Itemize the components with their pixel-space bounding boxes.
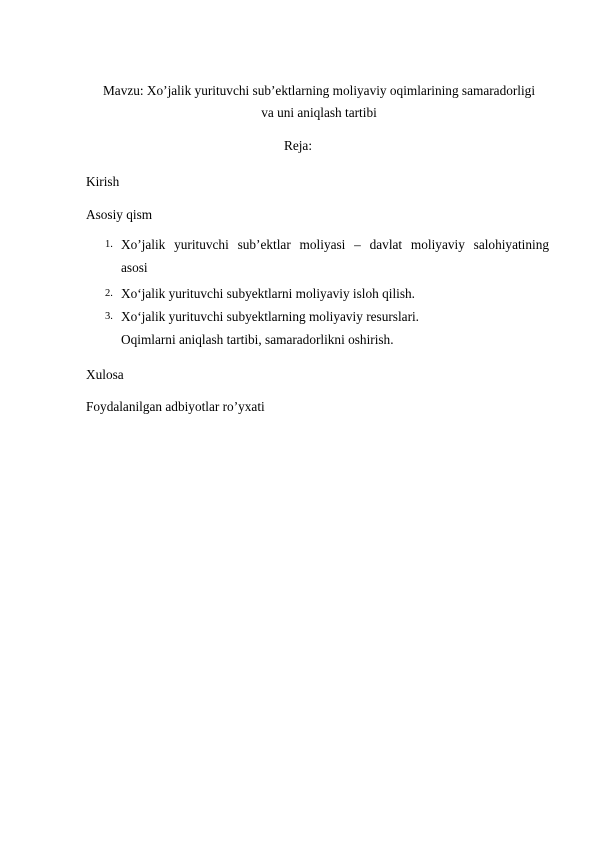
list-item-number-2: 2. bbox=[105, 288, 113, 299]
list-item-1-line-1: Xo’jalik yurituvchi sub’ektlar moliyasi – davlat moliyaviy salohiyatining bbox=[121, 237, 549, 252]
list-item-2 bbox=[121, 282, 549, 305]
section-references: Foydalanilgan adbiyotlar ro’yxati bbox=[86, 399, 265, 414]
title-line-2: va uni aniqlash tartibi bbox=[261, 105, 377, 120]
list-item-3 bbox=[121, 305, 549, 351]
list-item-1-line-2: asosi bbox=[121, 260, 148, 275]
section-conclusion: Xulosa bbox=[86, 367, 124, 382]
section-main-part: Asosiy qism bbox=[86, 207, 153, 222]
list-item-1 bbox=[121, 233, 549, 279]
document-title bbox=[80, 80, 558, 124]
plan-heading: Reja: bbox=[283, 138, 313, 153]
list-item-3-line-2: Oqimlarni aniqlash tartibi, samaradorlikni oshirish. bbox=[121, 332, 394, 347]
list-item-2-line-1: Xo‘jalik yurituvchi subyektlarni moliyaviy isloh qilish. bbox=[121, 286, 415, 301]
title-line-1: Mavzu: Xo’jalik yurituvchi sub’ektlarning moliyaviy oqimlarining samaradorligi bbox=[102, 83, 536, 98]
section-intro: Kirish bbox=[86, 174, 120, 189]
list-item-number-1: 1. bbox=[105, 239, 113, 250]
list-item-3-line-1: Xo‘jalik yurituvchi subyektlarning moliyaviy resurslari. bbox=[121, 309, 420, 324]
list-item-number-3: 3. bbox=[105, 311, 113, 322]
